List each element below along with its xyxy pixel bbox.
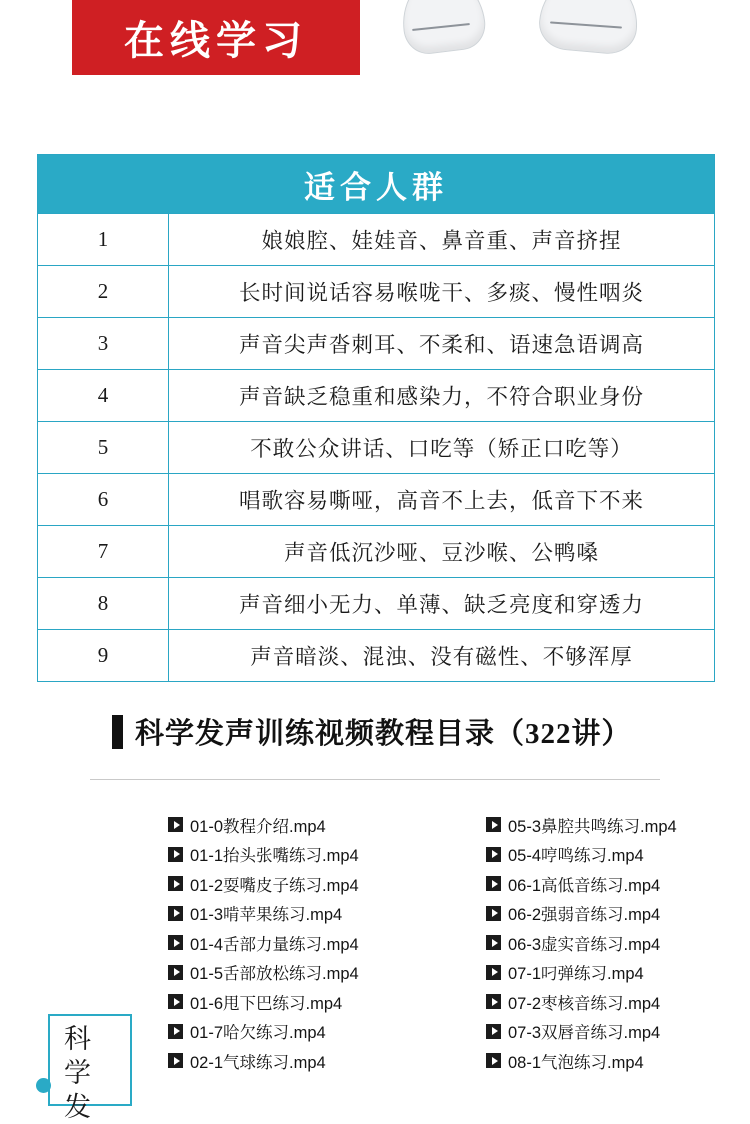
list-item-label: 07-2枣核音练习.mp4	[508, 994, 661, 1013]
list-item[interactable]	[168, 958, 390, 988]
shoes-photo	[390, 0, 690, 62]
catalog-heading-label: 科学发声训练视频教程目录（322讲）	[135, 718, 632, 750]
list-item[interactable]	[486, 840, 708, 870]
row-text: 声音尖声沓刺耳、不柔和、语速急语调高	[169, 318, 715, 370]
online-learning-badge-label: 在线学习	[124, 19, 308, 63]
list-item-label: 08-1气泡练习.mp4	[508, 1053, 644, 1072]
video-file-list	[168, 810, 708, 1076]
list-item-label: 01-6甩下巴练习.mp4	[190, 994, 343, 1013]
suitable-crowd-table	[37, 154, 715, 682]
row-number: 5	[38, 422, 169, 474]
list-item[interactable]	[486, 1046, 708, 1076]
list-item-label: 01-2耍嘴皮子练习.mp4	[190, 876, 359, 895]
suitable-crowd-body	[38, 214, 715, 682]
list-item-label: 07-3双唇音练习.mp4	[508, 1024, 661, 1043]
row-number: 8	[38, 578, 169, 630]
list-item[interactable]	[486, 958, 708, 988]
list-item-label: 02-1气球练习.mp4	[190, 1053, 326, 1072]
row-number: 6	[38, 474, 169, 526]
play-icon	[486, 817, 501, 832]
table-row	[38, 474, 715, 526]
row-text: 长时间说话容易喉咙干、多痰、慢性咽炎	[169, 266, 715, 318]
list-item-label: 01-4舌部力量练习.mp4	[190, 935, 359, 954]
row-text: 声音暗淡、混浊、没有磁性、不够浑厚	[169, 630, 715, 682]
row-text: 唱歌容易嘶哑，高音不上去，低音下不来	[169, 474, 715, 526]
list-item[interactable]	[168, 928, 390, 958]
corner-dot-icon	[36, 1078, 51, 1093]
page-header	[0, 0, 750, 95]
shoe-right-icon	[537, 0, 641, 56]
list-item-label: 01-1抬头张嘴练习.mp4	[190, 847, 359, 866]
play-icon	[486, 1024, 501, 1039]
play-icon	[168, 847, 183, 862]
play-icon	[168, 965, 183, 980]
list-item[interactable]	[168, 1046, 390, 1076]
list-item-label: 01-7哈欠练习.mp4	[190, 1024, 326, 1043]
list-item[interactable]	[168, 1017, 390, 1047]
video-file-column-right	[486, 810, 708, 1076]
list-item[interactable]	[486, 899, 708, 929]
row-number: 2	[38, 266, 169, 318]
play-icon	[168, 876, 183, 891]
list-item[interactable]	[168, 810, 390, 840]
row-text: 娘娘腔、娃娃音、鼻音重、声音挤捏	[169, 214, 715, 266]
play-icon	[168, 817, 183, 832]
play-icon	[168, 1024, 183, 1039]
row-number: 3	[38, 318, 169, 370]
table-row	[38, 578, 715, 630]
divider	[90, 779, 660, 780]
corner-card-label: 科学发	[64, 1024, 93, 1122]
list-item[interactable]	[168, 869, 390, 899]
play-icon	[486, 847, 501, 862]
table-row	[38, 214, 715, 266]
list-item[interactable]	[486, 1017, 708, 1047]
play-icon	[168, 1053, 183, 1068]
row-text: 声音细小无力、单薄、缺乏亮度和穿透力	[169, 578, 715, 630]
catalog-heading	[112, 711, 632, 752]
list-item-label: 06-1高低音练习.mp4	[508, 876, 661, 895]
row-text: 声音缺乏稳重和感染力，不符合职业身份	[169, 370, 715, 422]
play-icon	[486, 906, 501, 921]
row-number: 1	[38, 214, 169, 266]
list-item[interactable]	[486, 869, 708, 899]
online-learning-badge	[72, 0, 360, 75]
heading-accent-bar	[112, 715, 123, 749]
table-row	[38, 526, 715, 578]
table-row	[38, 318, 715, 370]
play-icon	[168, 906, 183, 921]
list-item-label: 05-4哼鸣练习.mp4	[508, 847, 644, 866]
row-number: 7	[38, 526, 169, 578]
list-item-label: 01-5舌部放松练习.mp4	[190, 965, 359, 984]
list-item-label: 01-3啃苹果练习.mp4	[190, 906, 343, 925]
video-file-column-left	[168, 810, 390, 1076]
table-row	[38, 370, 715, 422]
table-row	[38, 266, 715, 318]
corner-card	[48, 1014, 132, 1122]
list-item[interactable]	[168, 987, 390, 1017]
list-item-label: 06-3虚实音练习.mp4	[508, 935, 661, 954]
row-number: 9	[38, 630, 169, 682]
list-item-label: 07-1叼弹练习.mp4	[508, 965, 644, 984]
list-item[interactable]	[486, 928, 708, 958]
list-item[interactable]	[168, 899, 390, 929]
list-item[interactable]	[486, 810, 708, 840]
play-icon	[486, 876, 501, 891]
suitable-crowd-title: 适合人群	[38, 155, 715, 214]
table-row	[38, 422, 715, 474]
play-icon	[486, 965, 501, 980]
play-icon	[486, 1053, 501, 1068]
list-item[interactable]	[168, 840, 390, 870]
list-item-label: 05-3鼻腔共鸣练习.mp4	[508, 817, 677, 836]
row-text: 声音低沉沙哑、豆沙喉、公鸭嗓	[169, 526, 715, 578]
play-icon	[486, 935, 501, 950]
table-row	[38, 630, 715, 682]
list-item-label: 01-0教程介绍.mp4	[190, 817, 326, 836]
play-icon	[168, 935, 183, 950]
list-item[interactable]	[486, 987, 708, 1017]
row-text: 不敢公众讲话、口吃等（矫正口吃等）	[169, 422, 715, 474]
list-item-label: 06-2强弱音练习.mp4	[508, 906, 661, 925]
play-icon	[486, 994, 501, 1009]
play-icon	[168, 994, 183, 1009]
row-number: 4	[38, 370, 169, 422]
